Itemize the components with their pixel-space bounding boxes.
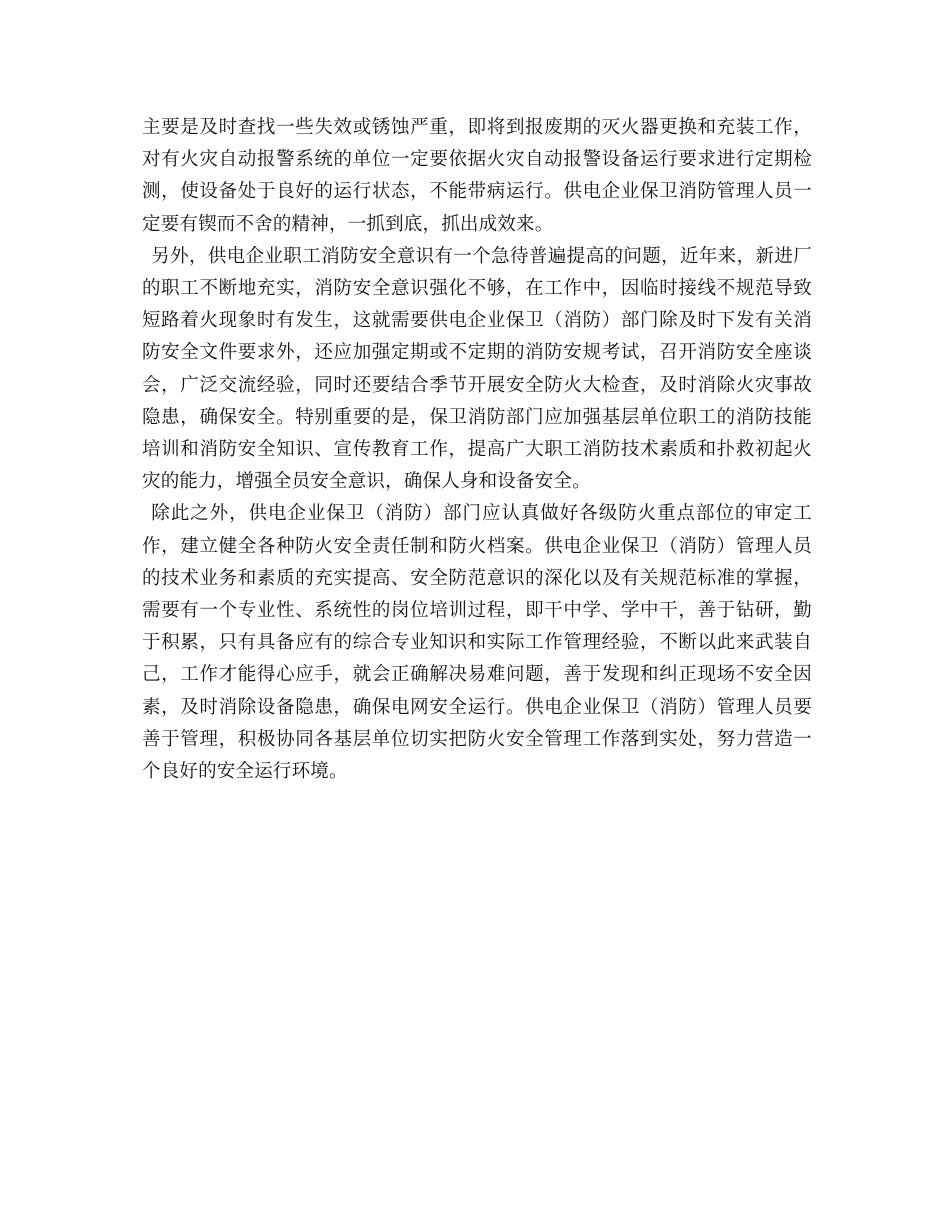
document-body xyxy=(142,112,812,788)
paragraph-3: 除此之外，供电企业保卫（消防）部门应认真做好各级防火重点部位的审定工作，建立健全各种防火安全责任制和防火档案。供电企业保卫（消防）管理人员的技术业务和素质的充实提高、安全防范意识的深化以及有关规范标准的掌握，需要有一个专业性、系统性的岗位培训过程，即干中学、学中干，善于钻研，勤于积累，只有具备应有的综合专业知识和实际工作管理经验，不断以此来武装自己，工作才能得心应手，就会正确解决易难问题，善于发现和纠正现场不安全因素，及时消除设备隐患，确保电网安全运行。供电企业保卫（消防）管理人员要善于管理，积极协同各基层单位切实把防火安全管理工作落到实处，努力营造一个良好的安全运行环境。 xyxy=(142,503,812,783)
paragraph-1: 主要是及时查找一些失效或锈蚀严重，即将到报废期的灭火器更换和充装工作，对有火灾自动报警系统的单位一定要依据火灾自动报警设备运行要求进行定期检测，使设备处于良好的运行状态，不能带病运行。供电企业保卫消防管理人员一定要有锲而不舍的精神，一抓到底，抓出成效来。 xyxy=(142,117,812,235)
paragraph-2: 另外，供电企业职工消防安全意识有一个急待普遍提高的问题，近年来，新进厂的职工不断地充实，消防安全意识强化不够，在工作中，因临时接线不规范导致短路着火现象时有发生，这就需要供电企业保卫（消防）部门除及时下发有关消防安全文件要求外，还应加强定期或不定期的消防安规考试，召开消防安全座谈会，广泛交流经验，同时还要结合季节开展安全防火大检查，及时消除火灾事故隐患，确保安全。特别重要的是，保卫消防部门应加强基层单位职工的消防技能培训和消防安全知识、宣传教育工作，提高广大职工消防技术素质和扑救初起火灾的能力，增强全员安全意识，确保人身和设备安全。 xyxy=(142,245,812,493)
